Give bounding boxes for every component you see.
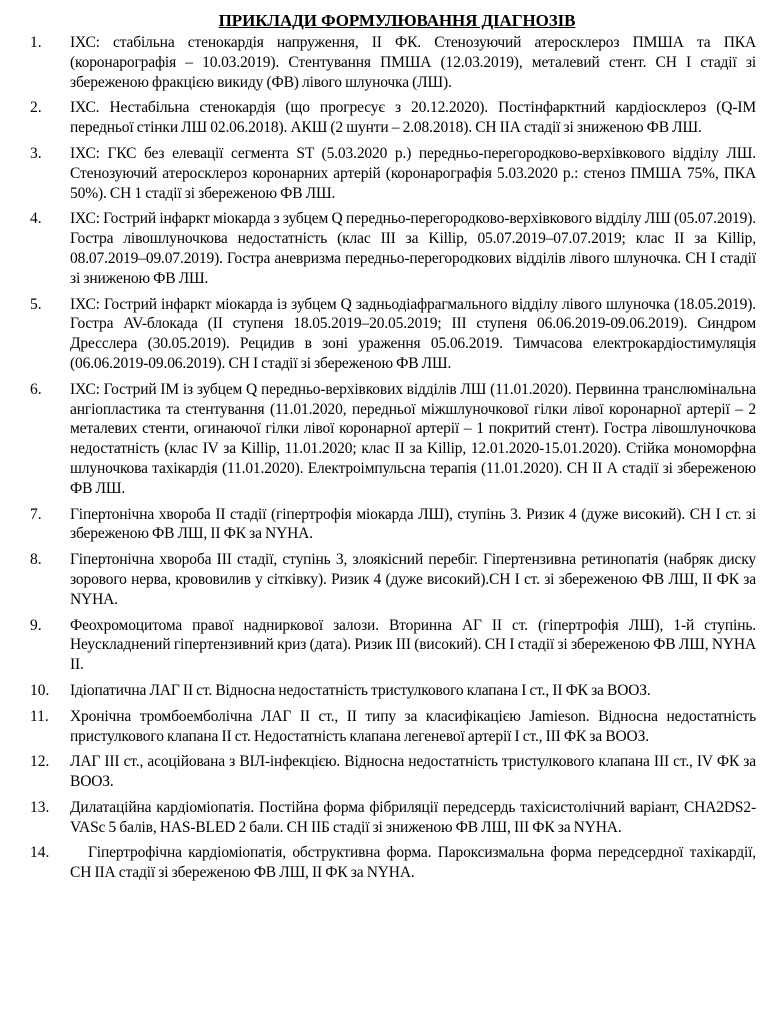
item-text: ІХС: Гострий інфаркт міокарда з зубцем Q передньо-перегородково-верхівкового відділу ЛШ (05.07.2019). Гостра лівошлуночкова недостатність (клас ІІІ за Killip, 05.07.2019–07.07.2019; клас ІІ за Killip, 08.07.2019–09.07.2019). Гостра аневризма передньо-перегородкових відділів лівого шлуночка. СН І стадії зі зниженою ФВ ЛШ. xyxy=(70,210,756,287)
item-number: 7. xyxy=(30,505,42,523)
diagnosis-list xyxy=(30,33,756,883)
list-item xyxy=(30,707,756,747)
item-text: Дилатаційна кардіоміопатія. Постійна форма фібриляції передсердь тахісистолічний варіант, CHA2DS2-VASc 5 балів, HAS-BLED 2 бали. СН ІІБ стадії зі зниженою ФВ ЛШ, ІІІ ФК за NYHA. xyxy=(70,798,756,836)
item-number: 13. xyxy=(30,798,50,816)
page-title: ПРИКЛАДИ ФОРМУЛЮВАННЯ ДІАГНОЗІВ xyxy=(218,11,576,30)
item-number: 8. xyxy=(30,551,42,569)
list-item xyxy=(30,550,756,609)
item-number: 9. xyxy=(30,616,42,634)
list-item xyxy=(30,98,756,138)
list-item xyxy=(30,505,756,545)
item-text: ІХС: Гострий інфаркт міокарда із зубцем Q задньодіафрагмального відділу лівого шлуночка (18.05.2019). Гостра AV-блокада (ІІ ступеня 18.05.2019–20.05.2019; ІІІ ступеня 06.06.2019-09.06.2019). Синдром Дресслера (30.05.2019). Рецидив в зоні ураження 05.06.2019. Тимчасова електрокардіостимуляція (06.06.2019-09.06.2019). СН І стадії зі збереженою ФВ ЛШ. xyxy=(70,295,756,372)
item-number: 14. xyxy=(30,844,50,862)
item-number: 11. xyxy=(30,707,49,725)
item-text: Гіпертонічна хвороба ІІІ стадії, ступінь 3, злоякісний перебіг. Гіпертензивна ретинопатія (набряк диску зорового нерва, крововилив у сітківку). Ризик 4 (дуже високий).СН І ст. зі збереженою ФВ ЛШ, ІІ ФК за NYHA. xyxy=(70,551,756,608)
item-text: ІХС: стабільна стенокардія напруження, ІІ ФК. Стенозуючий атеросклероз ПМША та ПКА (коронарографія – 10.03.2019). Стентування ПМША (12.03.2019), металевий стент. СН І стадії зі збереженою фракцією викиду (ФВ) лівого шлуночка (ЛШ). xyxy=(70,34,756,91)
item-text: Гіпертонічна хвороба ІІ стадії (гіпертрофія міокарда ЛШ), ступінь 3. Ризик 4 (дуже високий). СН І ст. зі збереженою ФВ ЛШ, ІІ ФК за NYHA. xyxy=(70,505,756,543)
list-item xyxy=(30,33,756,92)
list-item xyxy=(30,144,756,203)
item-text: Ідіопатична ЛАГ ІІ ст. Відносна недостатність тристулкового клапана І ст., ІІ ФК за ВООЗ. xyxy=(70,681,651,699)
list-item xyxy=(30,209,756,288)
item-number: 6. xyxy=(30,380,42,398)
item-text: Хронічна тромбоемболічна ЛАГ ІІ ст., ІІ типу за класифікацією Jamieson. Відносна недостатність пристулкового клапана ІІ ст. Недостатність клапана легеневої артерії І ст., ІІІ ФК за ВООЗ. xyxy=(70,707,756,745)
item-text: ЛАГ ІІІ ст., асоційована з ВІЛ-інфекцією. Відносна недостатність тристулкового клапана ІІІ ст., IV ФК за ВООЗ. xyxy=(70,753,756,791)
item-number: 5. xyxy=(30,295,42,313)
item-text: Гіпертрофічна кардіоміопатія, обструктивна форма. Пароксизмальна форма передсердної тахікардії, СН ІІА стадії зі збереженою ФВ ЛШ, ІІ ФК за NYHA. xyxy=(70,844,756,882)
item-number: 10. xyxy=(30,681,50,699)
item-text: Феохромоцитома правої надниркової залози. Вторинна АГ ІІ ст. (гіпертрофія ЛШ), 1-й ступінь. Неускладнений гіпертензивний криз (дата). Ризик ІІІ (високий). СН І стадії зі збереженою ФВ ЛШ, NYHA ІІ. xyxy=(70,616,756,674)
list-item xyxy=(30,843,756,883)
item-number: 3. xyxy=(30,144,42,162)
list-item xyxy=(30,798,756,838)
list-item xyxy=(30,752,756,792)
item-text: ІХС: ГКС без елевації сегмента ST (5.03.2020 р.) передньо-перегородково-верхівкового відділу ЛШ. Стенозуючий атеросклероз коронарних артерій (коронарографія 5.03.2020 р.: стеноз ПМША 75%, ПКА 50%). СН 1 стадії зі збереженою ФВ ЛШ. xyxy=(70,144,756,202)
item-text: ІХС: Гострий ІМ із зубцем Q передньо-верхівкових відділів ЛШ (11.01.2020). Первинна транслюмінальна ангіопластика та стентування (11.01.2020, передньої міжшлуночкової гілки лівої коронарної артерії – 2 металевих стенти, огинаючої гілки лівої коронарної артерії – 1 покритий стент). Гостра лівошлуночкова недостатність (клас IV за Killip, 11.01.2020; клас ІІ за Killip, 12.01.2020-15.01.2020). Стійка мономорфна шлуночкова тахікардія (11.01.2020). Електроімпульсна терапія (11.01.2020). СН ІІ А стадії зі збереженою ФВ ЛШ. xyxy=(70,380,756,497)
item-text: ІХС. Нестабільна стенокардія (що прогресує з 20.12.2020). Постінфарктний кардіосклероз (Q-ІМ передньої стінки ЛШ 02.06.2018). АКШ (2 шунти – 2.08.2018). СН ІІА стадії зі зниженою ФВ ЛШ. xyxy=(70,99,756,137)
list-item xyxy=(30,616,756,675)
list-item xyxy=(30,681,756,701)
item-number: 2. xyxy=(30,99,42,117)
item-number: 1. xyxy=(30,34,42,51)
item-number: 4. xyxy=(30,210,42,228)
list-item xyxy=(30,380,756,499)
item-number: 12. xyxy=(30,753,50,771)
list-item xyxy=(30,295,756,374)
